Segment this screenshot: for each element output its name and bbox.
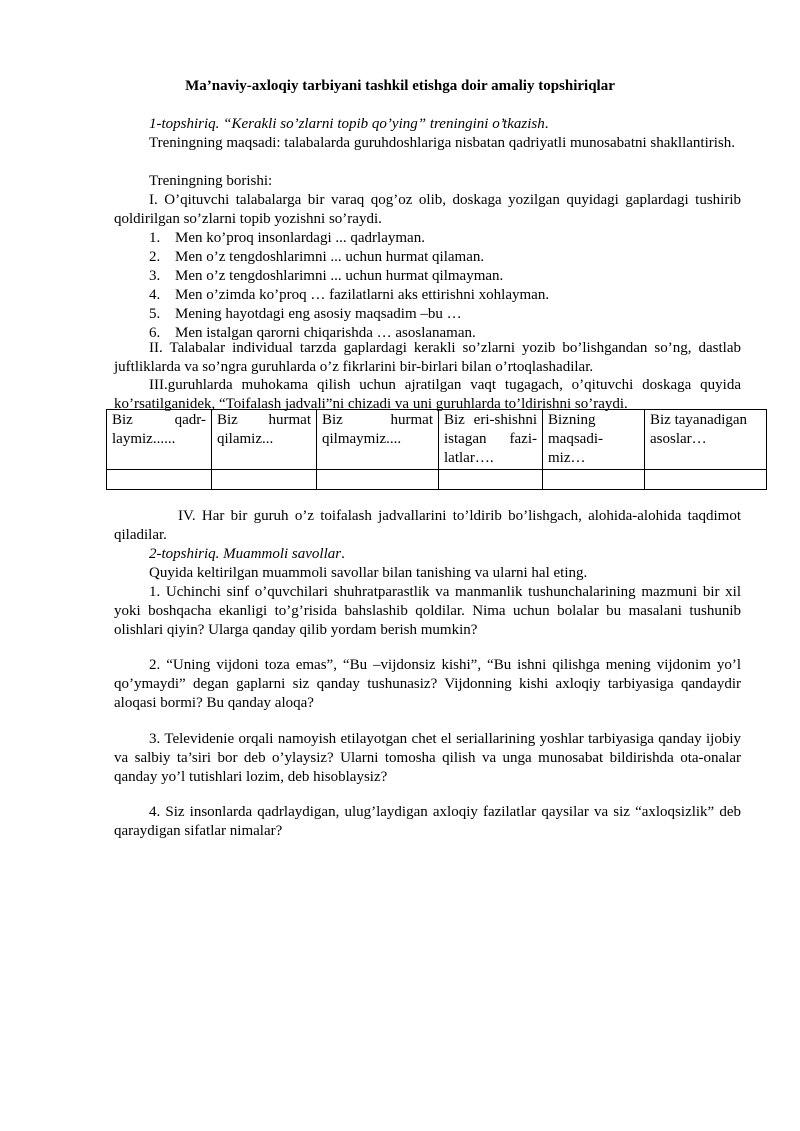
table-header-cell: Biz eri-shishni istagan fazi-latlar….	[439, 410, 543, 470]
task1-step3: III.guruhlarda muhokama qilish uchun ajratilgan vaqt tugagach, o’qituvchi doskaga quyida ko’rsatilganidek, “Toifalash jadvali”ni chizadi va uni guruhlarda to’ldirishni so’raydi.	[114, 377, 741, 412]
table-header-cell: Biz hurmat qilamiz...	[212, 410, 317, 470]
table-header-cell: Biz tayanadigan asoslar…	[645, 410, 767, 470]
table-row	[107, 470, 767, 490]
table-cell	[543, 470, 645, 490]
task2-heading	[114, 545, 741, 564]
task1-step1: I. O’qituvchi talabalarga bir varaq qog’oz olib, doskaga yozilgan quyidagi gaplardagi tushirib qoldirilgan so’zlarni topib yozishni so’raydi.	[114, 192, 741, 227]
table-header-row	[107, 410, 767, 470]
sentence-list	[149, 229, 749, 343]
list-item: 5. Mening hayotdagi eng asosiy maqsadim –bu …	[149, 306, 462, 322]
task1-process-label: Treningning borishi:	[149, 173, 273, 189]
list-item: 4. Men o’zimda ko’proq … fazilatlarni aks ettirishni xohlayman.	[149, 287, 550, 303]
list-item: 2. Men o’z tengdoshlarimni ... uchun hurmat qilaman.	[149, 249, 485, 265]
task2-intro: Quyida keltirilgan muammoli savollar bilan tanishing va ularni hal eting.	[149, 565, 588, 581]
table-header-cell: Bizning maqsadi-miz…	[543, 410, 645, 470]
task1-heading-dot: .	[544, 116, 549, 132]
question-4: 4. Siz insonlarda qadrlaydigan, ulug’laydigan axloqiy fazilatlar qaysilar va siz “axloqsizlik” deb qaraydigan sifatlar nimalar?	[114, 804, 741, 839]
question-3: 3. Televidenie orqali namoyish etilayotgan chet el seriallarining yoshlar tarbiyasiga qanday ijobiy va salbiy ta’siri bor deb o’ylaysiz? Ularni tomosha qilish va unga munosabat bildirishda ota-onalar qanday yo’l tutishlari lozim, deb hisoblaysiz?	[114, 731, 741, 785]
task2-heading-text: 2-topshiriq. Muammoli savollar	[149, 546, 342, 562]
task1-goal: Treningning maqsadi: talabalarda guruhdoshlariga nisbatan qadriyatli munosabatni shakllantirish.	[149, 135, 735, 151]
list-item: 6. Men istalgan qarorni chiqarishda … asoslanaman.	[149, 325, 476, 341]
question-2: 2. “Uning vijdoni toza emas”, “Bu –vijdonsiz kishi”, “Bu ishni qilishga mening vijdonim yo’l qo’ymaydi” degan gaplarni siz qanday tushunasiz? Vijdonning kishi axloqiy tarbiyasiga qandaydir aloqasi bormi? Bu qanday aloqa?	[114, 657, 741, 711]
question-1: 1. Uchinchi sinf o’quvchilari shuhratparastlik va manmanlik tushunchalarining mazmuni bir xil yoki boshqacha ekanligi to’g’risida bahslashib qoldilar. Nima uchun bolalar bu masalani tushunib olishlari qiyin? Ularga qanday qilib yordam berish mumkin?	[114, 584, 741, 638]
task1-step4: IV. Har bir guruh o’z toifalash jadvallarini to’ldirib bo’lishgach, alohida-alohida taqdimot qiladilar.	[114, 508, 741, 543]
task1-step2: II. Talabalar individual tarzda gaplardagi kerakli so’zlarni yozib bo’lishgandan so’ng, dastlab juftliklarda va so’ngra guruhlarda o’z fikrlarini bir-birlari bilan o’rtoqlashadilar.	[114, 340, 741, 375]
table-cell	[317, 470, 439, 490]
table-cell	[645, 470, 767, 490]
task1-heading-text: 1-topshiriq. “Kerakli so’zlarni topib qo’ying” treningini o’tkazish	[149, 116, 545, 132]
table-cell	[107, 470, 212, 490]
table-header-cell: Biz qadr-laymiz......	[107, 410, 212, 470]
list-item: 3. Men o’z tengdoshlarimni ... uchun hurmat qilmayman.	[149, 268, 504, 284]
document-title: Ma’naviy-axloqiy tarbiyani tashkil etishga doir amaliy topshiriqlar	[185, 78, 615, 94]
task1-heading	[114, 115, 741, 134]
list-item: 1. Men ko’proq insonlardagi ... qadrlayman.	[149, 230, 425, 246]
task2-heading-dot: .	[341, 546, 345, 562]
table-header-cell: Biz hurmat qilmaymiz....	[317, 410, 439, 470]
table-cell	[212, 470, 317, 490]
categorization-table	[106, 409, 767, 490]
table-cell	[439, 470, 543, 490]
